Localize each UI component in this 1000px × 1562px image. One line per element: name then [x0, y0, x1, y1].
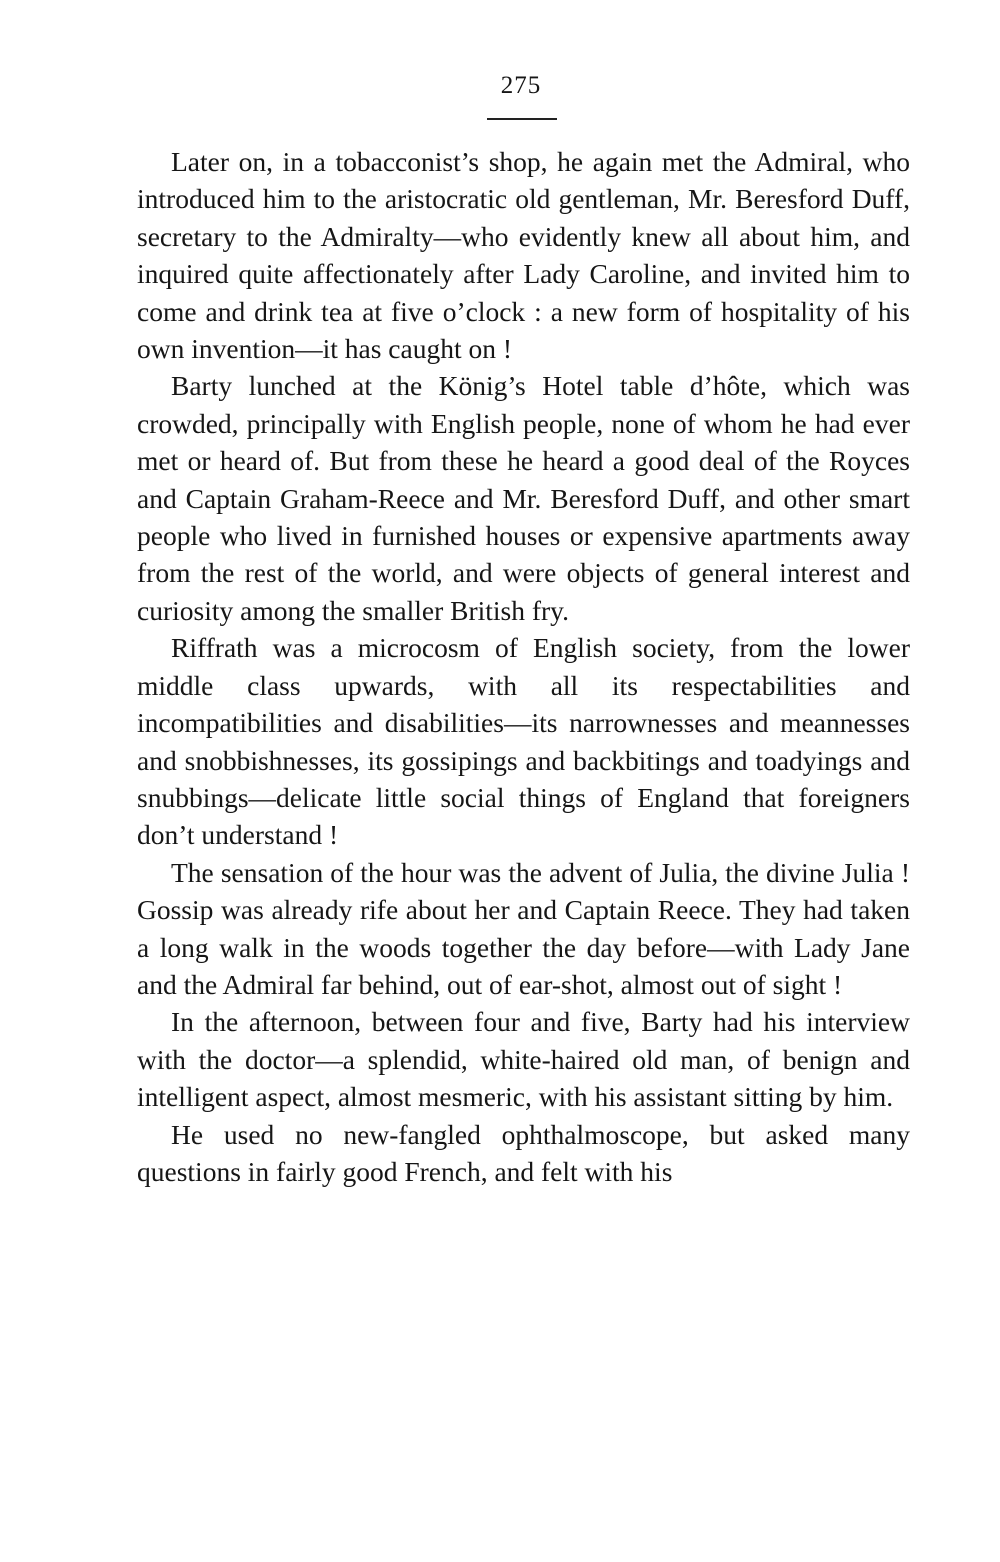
paragraph-julia: The sensation of the hour was the advent of Julia, the divine Julia ! Gossip was already rife about her and Captain Reece. They had taken a long walk in the woods together the day before—with Lady Jane and the Admiral far behind, out of ear-shot, almost out of sight !	[137, 856, 910, 1000]
paragraph-table-dhote: Barty lunched at the König’s Hotel table d’hôte, which was crowded, principally with English people, none of whom he had ever met or heard of. But from these he heard a good deal of the Royces and Captain Graham-Reece and Mr. Beresford Duff, and other smart people who lived in furnished houses or expensive apartments away from the rest of the world, and were objects of general interest and curiosity among the smaller British fry.	[137, 370, 910, 626]
paragraph-doctor-interview: In the afternoon, between four and five, Barty had his interview with the doctor—a splendid, white-haired old man, of benign and intelligent aspect, almost mesmeric, with his assistant sitting by him.	[137, 1006, 910, 1113]
body-text	[137, 143, 910, 1190]
page-number: 275	[500, 72, 542, 99]
header-rule	[487, 118, 557, 120]
paragraph-tobacconist: Later on, in a tobacconist’s shop, he again met the Admiral, who introduced him to the aristocratic old gentleman, Mr. Beresford Duff, secretary to the Admiralty—who evidently knew all about him, and inquired quite affectionately after Lady Caroline, and invited him to come and drink tea at five o’clock : a new form of hospitality of his own invention—it has caught on !	[137, 146, 910, 365]
paragraph-ophthalmoscope: He used no new-fangled ophthalmoscope, but asked many questions in fairly good French, and felt with his	[137, 1118, 910, 1187]
paragraph-riffrath-society: Riffrath was a microcosm of English society, from the lower middle class upwards, with all its respectabilities and incompatibilities and disabilities—its narrownesses and meannesses and snobbishnesses, its gossipings and backbitings and toadyings and snubbings—delicate little social things of England that foreigners don’t understand !	[137, 632, 910, 851]
